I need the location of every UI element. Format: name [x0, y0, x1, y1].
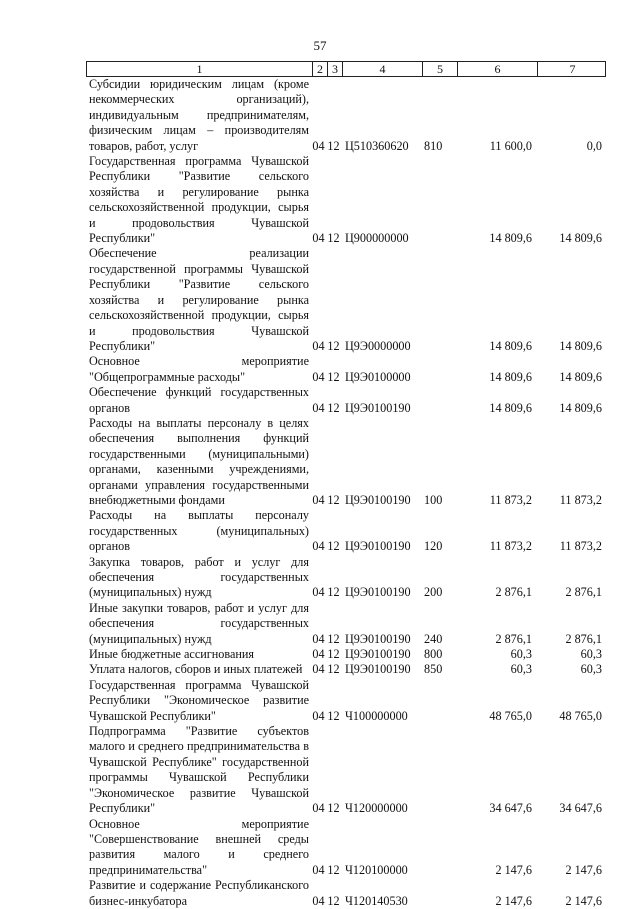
table-row [86, 508, 606, 554]
budget-table [86, 61, 606, 909]
row-section: 04 [312, 231, 325, 246]
row-subsection: 12 [327, 492, 340, 507]
row-amount-1: 14 809,6 [489, 369, 532, 384]
row-target-article: Ц9Э0100000 [345, 369, 411, 384]
row-section: 04 [312, 662, 325, 677]
row-amount-1: 14 809,6 [489, 231, 532, 246]
row-subsection: 12 [327, 708, 340, 723]
row-amount-1: 11 600,0 [489, 138, 532, 153]
row-amount-2: 48 765,0 [559, 708, 602, 723]
row-section: 04 [312, 801, 325, 816]
row-name: Государственная программа Чувашской Республики "Развитие сельского хозяйства и регулирование рынка сельскохозяйственной продукции, сырья и продовольствия Чувашской Республики" [89, 154, 309, 246]
table-row [86, 647, 606, 662]
row-subsection: 12 [327, 338, 340, 353]
row-subsection: 12 [327, 801, 340, 816]
row-target-article: Ц9Э0000000 [345, 338, 411, 353]
row-amount-1: 48 765,0 [489, 708, 532, 723]
row-target-article: Ч120140530 [345, 893, 408, 908]
row-section: 04 [312, 631, 325, 646]
row-section: 04 [312, 893, 325, 908]
row-name: Иные бюджетные ассигнования [89, 647, 255, 662]
row-amount-2: 60,3 [580, 662, 602, 677]
table-row [86, 77, 606, 154]
table-row [86, 385, 606, 416]
row-section: 04 [312, 492, 325, 507]
row-name: Расходы на выплаты персоналу в целях обеспечения выполнения функций государственными (муниципальными) органами, казенными учреждениями, органами управления государственными внебюджетными фондами [89, 415, 309, 507]
row-name: Субсидии юридическим лицам (кроме некоммерческих организаций), индивидуальным предпринимателям, физическим лицам – производителям товаров, работ, услуг [89, 77, 309, 153]
row-amount-2: 14 809,6 [559, 369, 602, 384]
row-target-article: Ц9Э0100190 [345, 400, 411, 415]
row-amount-2: 2 147,6 [565, 893, 602, 908]
row-subsection: 12 [327, 631, 340, 646]
table-row [86, 154, 606, 246]
row-expense-type: 120 [424, 539, 443, 554]
row-subsection: 12 [327, 400, 340, 415]
row-amount-2: 60,3 [580, 647, 602, 662]
row-target-article: Ц9Э0100190 [345, 662, 411, 677]
row-section: 04 [312, 539, 325, 554]
header-col-6: 6 [457, 62, 537, 76]
row-subsection: 12 [327, 662, 340, 677]
row-amount-2: 34 647,6 [559, 801, 602, 816]
row-amount-1: 14 809,6 [489, 338, 532, 353]
header-col-7: 7 [537, 62, 607, 76]
row-target-article: Ц9Э0100190 [345, 631, 411, 646]
row-amount-1: 2 876,1 [495, 631, 532, 646]
row-section: 04 [312, 585, 325, 600]
row-amount-2: 14 809,6 [559, 400, 602, 415]
table-row [86, 662, 606, 677]
row-expense-type: 100 [424, 492, 443, 507]
table-row [86, 555, 606, 601]
row-name: Уплата налогов, сборов и иных платежей [89, 662, 303, 677]
row-target-article: Ц9Э0100190 [345, 492, 411, 507]
table-body [86, 77, 606, 909]
row-section: 04 [312, 338, 325, 353]
row-expense-type: 240 [424, 631, 443, 646]
header-col-5: 5 [422, 62, 457, 76]
row-amount-2: 2 876,1 [565, 631, 602, 646]
row-amount-1: 60,3 [510, 647, 532, 662]
table-row [86, 246, 606, 354]
row-target-article: Ч100000000 [345, 708, 408, 723]
row-target-article: Ч120100000 [345, 862, 408, 877]
row-amount-1: 11 873,2 [489, 492, 532, 507]
row-target-article: Ц900000000 [345, 231, 409, 246]
header-col-2: 2 [312, 62, 327, 76]
row-name: Обеспечение реализации государственной программы Чувашской Республики "Развитие сельского хозяйства и регулирование рынка сельскохозяйственной продукции, сырья и продовольствия Чувашской Республики" [89, 246, 309, 353]
row-subsection: 12 [327, 369, 340, 384]
row-expense-type: 850 [424, 662, 443, 677]
table-row [86, 601, 606, 647]
page-number: 57 [313, 38, 327, 53]
row-target-article: Ц9Э0100190 [345, 585, 411, 600]
row-expense-type: 800 [424, 647, 443, 662]
table-row [86, 878, 606, 909]
row-amount-1: 34 647,6 [489, 801, 532, 816]
row-subsection: 12 [327, 539, 340, 554]
row-amount-1: 2 876,1 [495, 585, 532, 600]
row-section: 04 [312, 400, 325, 415]
row-section: 04 [312, 138, 325, 153]
row-subsection: 12 [327, 647, 340, 662]
table-row [86, 416, 606, 508]
row-section: 04 [312, 862, 325, 877]
row-subsection: 12 [327, 862, 340, 877]
row-amount-2: 0,0 [586, 138, 602, 153]
table-row [86, 724, 606, 816]
table-row [86, 817, 606, 879]
row-amount-2: 14 809,6 [559, 231, 602, 246]
row-name: Основное мероприятие "Общепрограммные расходы" [89, 354, 309, 384]
row-section: 04 [312, 369, 325, 384]
row-subsection: 12 [327, 585, 340, 600]
row-subsection: 12 [327, 138, 340, 153]
table-row [86, 354, 606, 385]
row-target-article: Ц510360620 [345, 138, 409, 153]
row-expense-type: 810 [424, 138, 443, 153]
row-name: Иные закупки товаров, работ и услуг для обеспечения государственных (муниципальных) нужд [89, 600, 309, 646]
row-name: Расходы на выплаты персоналу государственных (муниципальных) органов [89, 508, 309, 554]
row-section: 04 [312, 647, 325, 662]
row-name: Закупка товаров, работ и услуг для обеспечения государственных (муниципальных) нужд [89, 554, 309, 600]
row-target-article: Ч120000000 [345, 801, 408, 816]
row-target-article: Ц9Э0100190 [345, 647, 411, 662]
row-expense-type: 200 [424, 585, 443, 600]
row-amount-1: 11 873,2 [489, 539, 532, 554]
row-amount-1: 14 809,6 [489, 400, 532, 415]
table-header [86, 61, 606, 77]
row-section: 04 [312, 708, 325, 723]
row-subsection: 12 [327, 893, 340, 908]
row-name: Обеспечение функций государственных органов [89, 385, 309, 415]
row-name: Подпрограмма "Развитие субъектов малого и среднего предпринимательства в Чувашской Республике" государственной программы Чувашской Республики "Экономическое развитие Чувашской Республики" [89, 724, 309, 816]
row-target-article: Ц9Э0100190 [345, 539, 411, 554]
row-name: Государственная программа Чувашской Республики "Экономическое развитие Чувашской Республики" [89, 677, 309, 723]
row-amount-2: 2 876,1 [565, 585, 602, 600]
row-amount-2: 14 809,6 [559, 338, 602, 353]
row-amount-2: 11 873,2 [559, 492, 602, 507]
table-row [86, 678, 606, 724]
header-col-4: 4 [342, 62, 422, 76]
row-name: Развитие и содержание Республиканского бизнес-инкубатора [89, 878, 309, 908]
row-amount-1: 2 147,6 [495, 862, 532, 877]
header-col-1: 1 [196, 62, 203, 76]
header-col-3: 3 [327, 62, 342, 76]
row-amount-2: 2 147,6 [565, 862, 602, 877]
row-amount-2: 11 873,2 [559, 539, 602, 554]
row-amount-1: 60,3 [510, 662, 532, 677]
row-subsection: 12 [327, 231, 340, 246]
row-name: Основное мероприятие "Совершенствование внешней среды развития малого и среднего предпринимательства" [89, 816, 309, 877]
row-amount-1: 2 147,6 [495, 893, 532, 908]
